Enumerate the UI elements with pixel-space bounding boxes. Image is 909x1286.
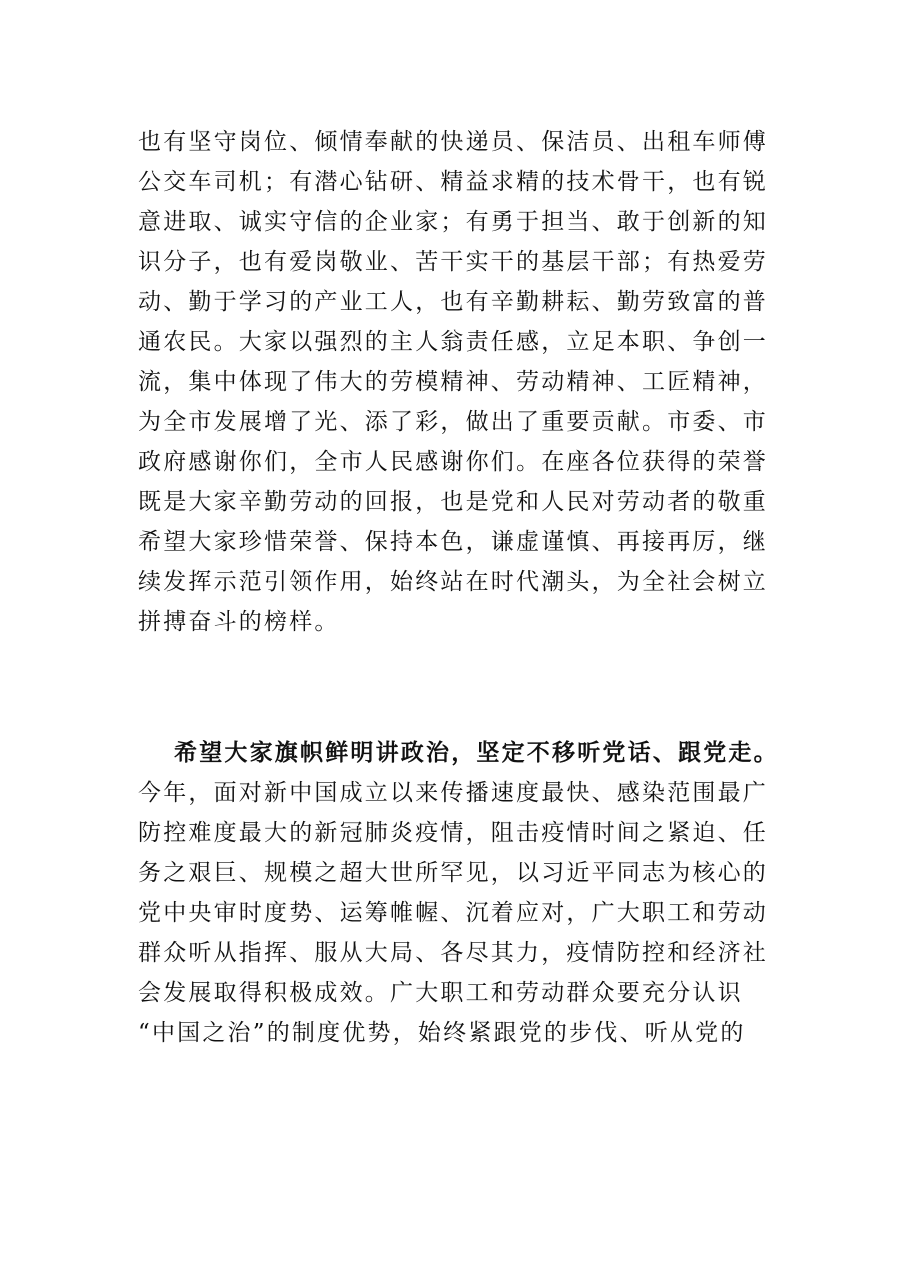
text-line: 通农民。大家以强烈的主人翁责任感，立足本职、争创一 — [138, 329, 768, 355]
text-line: 拼搏奋斗的榜样。 — [138, 609, 340, 635]
text-line: 希望大家珍惜荣誉、保持本色，谦虚谨慎、再接再厉，继 — [138, 529, 768, 555]
text-line: 也有坚守岗位、倾情奉献的快递员、保洁员、出租车师傅 — [138, 129, 768, 155]
text-line: 续发挥示范引领作用，始终站在时代潮头，为全社会树立 — [138, 569, 768, 595]
text-line: 会发展取得积极成效。广大职工和劳动群众要充分认识 — [138, 980, 743, 1006]
text-line: 今年，面对新中国成立以来传播速度最快、感染范围最广 — [138, 780, 768, 806]
text-line: 识分子，也有爱岗敬业、苦干实干的基层干部；有热爱劳 — [138, 249, 768, 275]
text-line: 党中央审时度势、运筹帷幄、沉着应对，广大职工和劳动 — [138, 900, 768, 926]
text-line: 动、勤于学习的产业工人，也有辛勤耕耘、勤劳致富的普 — [138, 289, 768, 315]
text-line: 流，集中体现了伟大的劳模精神、劳动精神、工匠精神， — [138, 369, 768, 395]
paragraph-1 — [138, 122, 778, 642]
text-line: 为全市发展增了光、添了彩，做出了重要贡献。市委、市 — [138, 409, 768, 435]
text-line: 群众听从指挥、服从大局、各尽其力，疫情防控和经济社 — [138, 940, 768, 966]
text-line: 务之艰巨、规模之超大世所罕见，以习近平同志为核心的 — [138, 860, 768, 886]
text-line: 防控难度最大的新冠肺炎疫情，阻击疫情时间之紧迫、任 — [138, 820, 768, 846]
text-line: 政府感谢你们，全市人民感谢你们。在座各位获得的荣誉 — [138, 449, 768, 475]
text-line: “中国之治”的制度优势，始终紧跟党的步伐、听从党的 — [138, 1020, 746, 1046]
paragraph-2 — [138, 733, 778, 1053]
section-heading: 希望大家旗帜鲜明讲政治，坚定不移听党话、跟党走。 — [174, 739, 779, 766]
text-line: 既是大家辛勤劳动的回报，也是党和人民对劳动者的敬重 — [138, 489, 768, 515]
text-line: 公交车司机；有潜心钻研、精益求精的技术骨干，也有锐 — [138, 169, 768, 195]
text-line: 意进取、诚实守信的企业家；有勇于担当、敢于创新的知 — [138, 209, 768, 235]
